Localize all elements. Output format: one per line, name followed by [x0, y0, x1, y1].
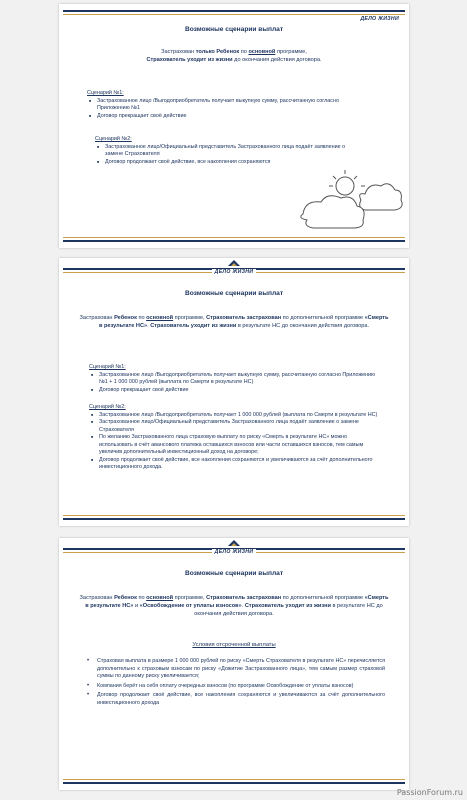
brand-logo: ДЕЛО ЖИЗНИ: [212, 549, 257, 555]
scenario-item: ■ По желанию Застрахованного лица страховую выплату по риску «Смерть в результате НС» можно использовать в счёт авансового платежа оставшихся взносов или части оставшихся взносов, тем самым увеличив дополнительный инвестиционный доход на договоре;: [99, 434, 379, 457]
conditions-heading: Условия отсроченной выплаты: [192, 642, 276, 648]
brand-logo-block: [59, 539, 409, 555]
slide-title: Возможные сценарии выплат: [184, 290, 284, 297]
lead-line-1: [85, 48, 383, 56]
lead-run: Страхователь уходит из жизни: [150, 323, 237, 329]
lead-run: по: [136, 595, 147, 601]
lead-run: до окончания действия договора.: [232, 57, 322, 63]
lead-run: в результате НС до окончания действия договора.: [194, 603, 383, 617]
lead-run: только Ребенок: [195, 49, 240, 55]
scenario-1-heading: Сценарий №1:: [89, 364, 126, 370]
lead-run: программе,: [275, 49, 307, 55]
lead-run: «Освобождение от уплаты взносов»: [139, 603, 242, 609]
lead-run: .: [147, 323, 151, 329]
scenario-1-list: [89, 372, 379, 395]
scenario-1: [87, 90, 357, 120]
scenario-2-heading: Сценарий №2:: [95, 136, 132, 142]
scenario-1-list: [87, 98, 357, 121]
condition-item: • Компания берёт на себя оплату очередных взносов (по программе Освобождение от уплаты взносов): [97, 683, 385, 691]
slide-title: Возможные сценарии выплат: [184, 570, 284, 577]
condition-item: • Страховая выплата в размере 1 000 000 рублей по риску «Смерть Страхователя в результате НС» перечисляется дополнительно к страховым взносам по риску «Дожитие Застрахованного лица», тем самым размер страховой суммы по данному риску увеличивается;: [97, 658, 385, 681]
slide-lead: [85, 48, 383, 64]
lead-run: Застрахован: [161, 49, 196, 55]
footer-rule: [63, 518, 405, 520]
lead-run: «Смерть в результате НС»: [85, 595, 389, 609]
lead-run: программе,: [173, 315, 207, 321]
slide-title: Возможные сценарии выплат: [184, 26, 284, 33]
conditions-list-block: [97, 658, 385, 709]
scenario-item: ■ Застрахованное лицо/Официальный представитель Застрахованного лица подаёт заявление о замене Страхователя: [105, 144, 357, 159]
footer-rule-gold: [63, 515, 405, 516]
scenario-2-heading: Сценарий №2:: [89, 404, 126, 410]
scenario-item: ■ Договор продолжает своё действие, все накопления сохраняются: [105, 159, 357, 167]
slide-lead: [79, 594, 389, 618]
lead-run: Страхователь уходит из жизни: [146, 57, 233, 63]
scenario-item: ■ Застрахованное лицо/Официальный представитель Застрахованного лица подаёт заявление о замене Страхователя: [99, 419, 379, 434]
lead-run: Застрахован: [79, 595, 115, 601]
scenario-2-list: [95, 144, 357, 167]
watermark: PassionForum.ru: [396, 788, 463, 797]
header-rule: [63, 10, 405, 12]
lead-run: Застрахован: [79, 315, 115, 321]
lead-run: Ребенок: [114, 595, 137, 601]
lead-run: основной: [146, 595, 174, 601]
logo-icon: [227, 259, 241, 269]
lead-run: основной: [146, 315, 174, 321]
scenario-item: ■ Договор прекращает своё действие: [99, 387, 379, 395]
scenario-1-heading: Сценарий №1:: [87, 90, 124, 96]
slide-1: [59, 4, 409, 248]
slide-lead: [79, 314, 389, 330]
lead-run: по: [136, 315, 147, 321]
lead-run: Страхователь застрахован: [206, 315, 282, 321]
lead-run: Страхователь застрахован: [206, 595, 282, 601]
header-rule-gold: [63, 14, 405, 15]
conditions-list: [97, 658, 385, 707]
lead-run: Страхователь уходит из жизни: [244, 603, 331, 609]
brand-logo: ДЕЛО ЖИЗНИ: [360, 16, 399, 22]
scenario-item: ■ Застрахованное лицо /Выгодоприобретатель получает 1 000 000 рублей (выплата по Смерти в результате НС): [99, 412, 379, 420]
footer-rule-gold: [63, 237, 405, 238]
footer-rule-gold: [63, 779, 405, 780]
scenario-item: ■ Застрахованное лицо /Выгодоприобретатель получает выкупную сумму, рассчитанную согласно Приложению №1: [97, 98, 357, 113]
scenario-item: ■ Договор прекращает своё действие: [97, 113, 357, 121]
slide-3: [59, 538, 409, 790]
scenario-2: [89, 404, 379, 472]
lead-run: основной: [248, 49, 276, 55]
lead-run: по дополнительной программе: [281, 595, 365, 601]
brand-logo-block: [59, 259, 409, 275]
scenario-1: [89, 364, 379, 394]
lead-run: по: [239, 49, 249, 55]
scenario-2: [95, 136, 357, 166]
scenario-item: ■ Застрахованное лицо /Выгодоприобретатель получает выкупную сумму, рассчитанную согласно Приложению №1 + 1 000 000 рублей (выплата по Смерти в результате НС): [99, 372, 379, 387]
scenario-2-list: [89, 412, 379, 472]
logo-icon: [227, 539, 241, 549]
condition-item: • Договор продолжает своё действие, все накопления сохраняются и увеличиваются за счёт дополнительного инвестиционного дохода: [97, 692, 385, 707]
footer-rule: [63, 240, 405, 242]
lead-run: .: [241, 603, 245, 609]
lead-run: и: [133, 603, 140, 609]
scenario-item: ■ Договор продолжает своё действие, все накопления сохраняются и увеличиваются за счёт дополнительного инвестиционного дохода.: [99, 457, 379, 472]
slide-2: [59, 258, 409, 526]
lead-run: по дополнительной программе: [281, 315, 365, 321]
footer-rule: [63, 782, 405, 784]
lead-run: в результате НС до окончания действия договора.: [236, 323, 370, 329]
lead-line-2: [85, 56, 383, 64]
sun-cloud-illustration: [293, 164, 403, 234]
brand-logo: ДЕЛО ЖИЗНИ: [212, 269, 257, 275]
lead-run: «Смерть в результате НС»: [98, 315, 389, 329]
lead-run: Ребенок: [114, 315, 137, 321]
lead-run: программе,: [173, 595, 207, 601]
